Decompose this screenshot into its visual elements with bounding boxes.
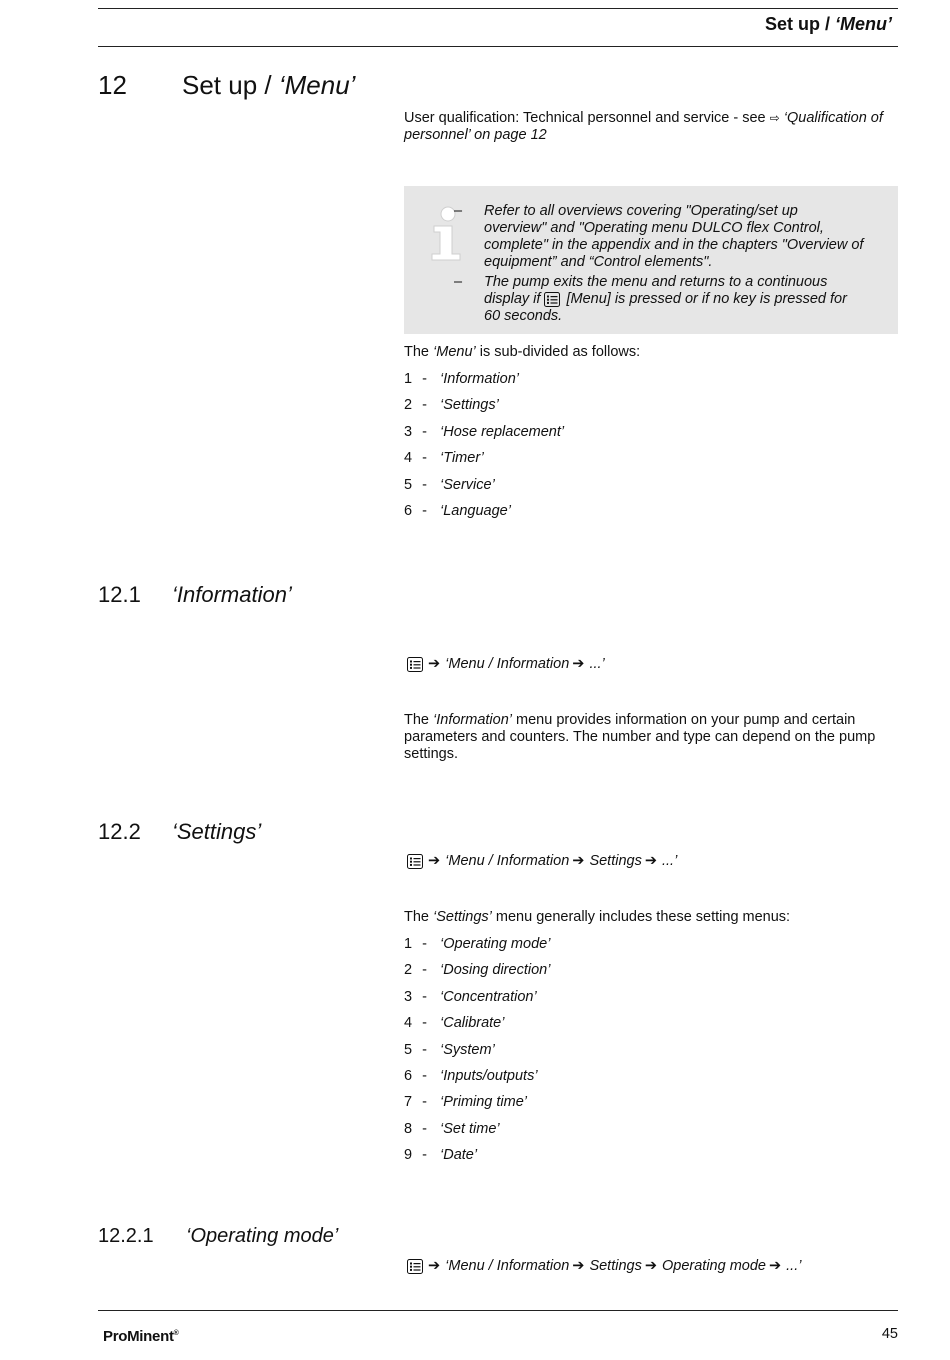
list-item bbox=[404, 424, 564, 450]
list-item-number bbox=[404, 424, 440, 441]
list-item bbox=[404, 1068, 550, 1094]
list-item bbox=[404, 1042, 550, 1068]
qualification-link[interactable]: ‘Qualification of personnel’ on page 12 bbox=[404, 110, 883, 143]
list-item-num: 4 bbox=[404, 450, 413, 467]
list-dash: - bbox=[422, 502, 427, 519]
list-dash: - bbox=[422, 1094, 427, 1111]
list-dash: - bbox=[422, 476, 427, 493]
list-item-num: 7 bbox=[404, 1094, 413, 1111]
arrow-right-icon: ➔ bbox=[428, 1258, 441, 1274]
list-item bbox=[404, 1094, 550, 1120]
list-item-num: 2 bbox=[404, 962, 413, 979]
settings-description bbox=[404, 909, 898, 926]
section-title: ‘Settings’ bbox=[172, 819, 262, 844]
list-dash: - bbox=[422, 450, 427, 467]
list-item-num: 9 bbox=[404, 1147, 413, 1164]
logo-registered: ® bbox=[173, 1330, 179, 1337]
menu-path-segment: ...’ bbox=[786, 1258, 802, 1274]
user-qualification bbox=[404, 110, 898, 144]
list-item-number bbox=[404, 1015, 440, 1032]
list-item-number bbox=[404, 1094, 440, 1111]
list-item-number bbox=[404, 1121, 440, 1138]
list-item-number bbox=[404, 1147, 440, 1164]
arrow-right-icon: ➔ bbox=[644, 1258, 657, 1274]
menu-intro bbox=[404, 344, 898, 361]
list-item-num: 5 bbox=[404, 1041, 413, 1058]
link-arrow-icon: ⇨ bbox=[769, 111, 780, 125]
arrow-right-icon: ➔ bbox=[428, 853, 441, 869]
list-item-label: ‘System’ bbox=[440, 1041, 495, 1058]
running-header-italic: ‘Menu’ bbox=[835, 14, 892, 34]
list-item-number bbox=[404, 371, 440, 388]
list-dash: - bbox=[422, 988, 427, 1005]
list-item-number bbox=[404, 450, 440, 467]
intro-menu: ‘Menu’ bbox=[433, 344, 476, 360]
list-item-num: 3 bbox=[404, 988, 413, 1005]
arrow-right-icon: ➔ bbox=[428, 656, 441, 672]
list-item-label: ‘Calibrate’ bbox=[440, 1015, 505, 1032]
list-item-label: ‘Date’ bbox=[440, 1147, 478, 1164]
list-item-num: 4 bbox=[404, 1015, 413, 1032]
chapter-title-italic: ‘Menu’ bbox=[278, 70, 356, 100]
header-rule-bottom bbox=[98, 46, 898, 47]
footer-rule bbox=[98, 1310, 898, 1311]
arrow-right-icon: ➔ bbox=[768, 1258, 782, 1274]
section-heading-information bbox=[98, 582, 292, 608]
logo-pro: Pro bbox=[103, 1328, 128, 1345]
list-item bbox=[404, 936, 550, 962]
list-dash: - bbox=[422, 936, 427, 952]
menu-path-segment: ...’ bbox=[662, 853, 678, 869]
qualification-prefix: User qualification: Technical personnel and service - see bbox=[404, 110, 770, 126]
list-item-label: ‘Timer’ bbox=[440, 450, 484, 467]
list-item-num: 3 bbox=[404, 423, 413, 440]
list-dash: - bbox=[422, 1041, 427, 1058]
chapter-title-plain: Set up / bbox=[182, 70, 279, 100]
intro-rest: is sub-divided as follows: bbox=[475, 344, 641, 360]
list-item-num: 1 bbox=[404, 371, 413, 387]
section-title: ‘Operating mode’ bbox=[186, 1225, 339, 1247]
desc-the: The bbox=[404, 909, 434, 925]
prominent-logo bbox=[103, 1328, 179, 1345]
intro-the: The bbox=[404, 344, 434, 360]
list-item bbox=[404, 1147, 550, 1173]
list-item-label: ‘Set time’ bbox=[440, 1120, 500, 1137]
list-item-number bbox=[404, 1068, 440, 1085]
list-item-number bbox=[404, 962, 440, 979]
list-item-label: ‘Operating mode’ bbox=[440, 936, 551, 952]
arrow-right-icon: ➔ bbox=[644, 853, 657, 869]
list-item-number bbox=[404, 989, 440, 1006]
list-dash: - bbox=[422, 1015, 427, 1032]
menu-key-icon bbox=[407, 1259, 423, 1274]
list-item-number bbox=[404, 1042, 440, 1059]
desc-the: The bbox=[404, 712, 434, 728]
arrow-right-icon: ➔ bbox=[572, 853, 585, 869]
menu-path-segment: ‘Menu / Information bbox=[445, 853, 570, 869]
chapter-number: 12 bbox=[98, 70, 127, 100]
menu-path-settings bbox=[407, 853, 677, 869]
menu-path-segment: Settings bbox=[589, 1258, 642, 1274]
menu-key-icon bbox=[407, 657, 423, 672]
list-dash: - bbox=[422, 1147, 427, 1164]
section-heading-settings bbox=[98, 819, 261, 845]
list-dash: - bbox=[422, 1067, 427, 1084]
section-number: 12.1 bbox=[98, 582, 141, 607]
bullet-dash: – bbox=[454, 203, 463, 219]
info-item bbox=[454, 274, 864, 325]
list-item-num: 6 bbox=[404, 1067, 413, 1084]
list-item bbox=[404, 371, 564, 397]
desc-name: ‘Information’ bbox=[433, 712, 512, 728]
arrow-right-icon: ➔ bbox=[572, 1258, 585, 1274]
menu-path-operating-mode bbox=[407, 1258, 801, 1274]
bullet-dash: – bbox=[454, 274, 463, 290]
list-item bbox=[404, 1015, 550, 1041]
list-item-num: 6 bbox=[404, 502, 413, 519]
menu-path-segment: ‘Menu / Information bbox=[445, 1258, 570, 1274]
list-item bbox=[404, 450, 564, 476]
list-dash: - bbox=[422, 371, 427, 387]
list-item bbox=[404, 477, 564, 503]
arrow-right-icon: ➔ bbox=[572, 656, 585, 672]
list-item bbox=[404, 962, 550, 988]
list-item-label: ‘Dosing direction’ bbox=[440, 962, 551, 979]
section-title: ‘Information’ bbox=[172, 582, 292, 607]
list-item-label: ‘Information’ bbox=[440, 371, 519, 387]
list-item-number bbox=[404, 503, 440, 520]
section-heading-operating-mode bbox=[98, 1225, 338, 1248]
list-item-label: ‘Service’ bbox=[440, 476, 495, 493]
desc-rest: menu provides information on your pump and certain parameters and counters. The number and type can depend on the pump settings. bbox=[404, 712, 876, 762]
info-box bbox=[404, 186, 898, 334]
list-item-label: ‘Inputs/outputs’ bbox=[440, 1067, 538, 1084]
list-item-number bbox=[404, 936, 440, 953]
info-list bbox=[454, 203, 864, 328]
section-number: 12.2.1 bbox=[98, 1225, 154, 1247]
menu-path-segment: ...’ bbox=[589, 656, 605, 672]
list-dash: - bbox=[422, 397, 427, 414]
list-item bbox=[404, 503, 564, 529]
running-header-plain: Set up / bbox=[764, 14, 835, 34]
list-dash: - bbox=[422, 1120, 427, 1137]
list-item-num: 2 bbox=[404, 397, 413, 414]
list-item-label: ‘Concentration’ bbox=[440, 988, 537, 1005]
list-dash: - bbox=[422, 423, 427, 440]
desc-name: ‘Settings’ bbox=[433, 909, 492, 925]
list-item-label: ‘Priming time’ bbox=[440, 1094, 528, 1111]
desc-rest: menu generally includes these setting menus: bbox=[491, 909, 791, 925]
info-item-text-after: [Menu] is pressed or if no key is pressed for 60 seconds. bbox=[484, 291, 847, 324]
page-number: 45 bbox=[881, 1326, 898, 1342]
info-item bbox=[454, 203, 864, 271]
menu-key-icon bbox=[544, 292, 560, 307]
list-item-num: 8 bbox=[404, 1120, 413, 1137]
list-item-label: ‘Settings’ bbox=[440, 397, 499, 414]
list-item-label: ‘Language’ bbox=[440, 502, 511, 519]
menu-list bbox=[404, 371, 564, 529]
info-item-text-before: The pump exits the menu and returns to a continuous display if bbox=[484, 274, 828, 307]
header-rule-top bbox=[98, 8, 898, 9]
list-item bbox=[404, 397, 564, 423]
menu-path-segment: Operating mode bbox=[662, 1258, 766, 1274]
list-item-number bbox=[404, 477, 440, 494]
list-item bbox=[404, 1121, 550, 1147]
menu-path-segment: ‘Menu / Information bbox=[445, 656, 570, 672]
list-item bbox=[404, 989, 550, 1015]
list-item-number bbox=[404, 397, 440, 414]
logo-minent: Minent bbox=[127, 1328, 174, 1345]
list-item-num: 5 bbox=[404, 476, 413, 493]
list-item-num: 1 bbox=[404, 936, 413, 952]
list-item-label: ‘Hose replacement’ bbox=[440, 423, 565, 440]
list-dash: - bbox=[422, 962, 427, 979]
menu-key-icon bbox=[407, 854, 423, 869]
section-number: 12.2 bbox=[98, 819, 141, 844]
settings-list bbox=[404, 936, 550, 1174]
info-item-text: Refer to all overviews covering "Operating/set up overview" and "Operating menu DULCO flex Control, complete" in the appendix and in the chapters "Overview of equipment” and “Control elements". bbox=[484, 203, 864, 270]
chapter-heading bbox=[98, 70, 355, 101]
information-description bbox=[404, 712, 898, 763]
menu-path-segment: Settings bbox=[589, 853, 642, 869]
menu-path-information bbox=[407, 656, 605, 672]
running-header bbox=[765, 14, 892, 35]
